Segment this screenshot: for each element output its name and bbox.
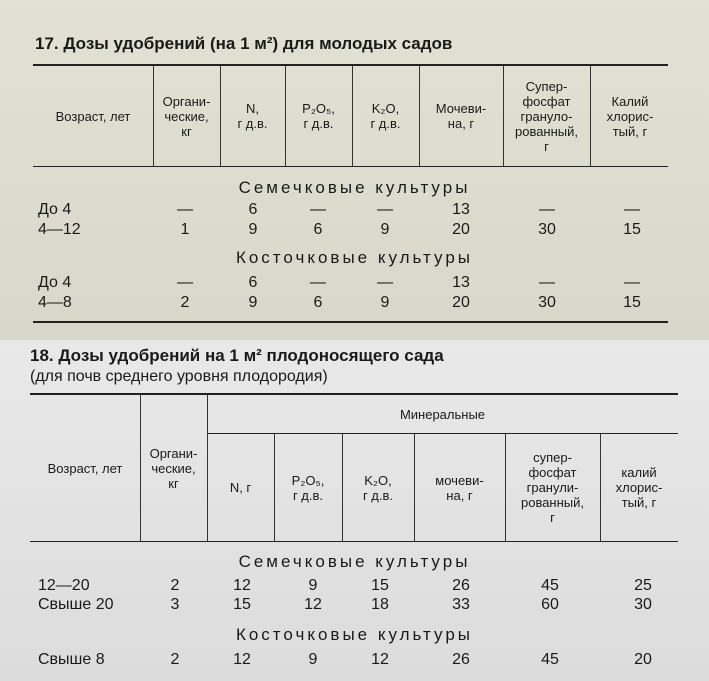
cell: 20 bbox=[634, 651, 652, 668]
cell: — bbox=[177, 201, 193, 218]
cell: 15 bbox=[233, 596, 251, 613]
cell: — bbox=[624, 274, 640, 291]
cell: 26 bbox=[452, 651, 470, 668]
header-potassium-chloride: калий хлорис- тый, г bbox=[615, 465, 663, 510]
cell: 3 bbox=[170, 596, 180, 613]
section-label: Семечковые культуры bbox=[238, 552, 471, 571]
cell: 45 bbox=[541, 651, 559, 668]
table-17-title: 17. Дозы удобрений (на 1 м²) для молодых садов bbox=[35, 34, 453, 53]
header-n: N, г bbox=[229, 480, 252, 495]
header-organic: Органи- ческие, кг bbox=[162, 93, 211, 139]
cell: 9 bbox=[248, 221, 258, 238]
cell: 15 bbox=[623, 294, 641, 311]
cell: 12 bbox=[304, 596, 322, 613]
cell: 20 bbox=[452, 294, 470, 311]
cell: 12 bbox=[233, 651, 251, 668]
cell-age: До 4 bbox=[38, 201, 72, 218]
table-row bbox=[0, 201, 709, 221]
cell: 6 bbox=[248, 201, 258, 218]
cell-age: До 4 bbox=[38, 274, 72, 291]
section-label: Семечковые культуры bbox=[238, 178, 471, 197]
cell: 20 bbox=[452, 221, 470, 238]
table-row bbox=[0, 221, 709, 241]
header-potassium-chloride: Калий хлорис- тый, г bbox=[606, 93, 654, 139]
table-18-subtitle: (для почв среднего уровня плодородия) bbox=[30, 368, 328, 385]
cell: — bbox=[310, 201, 326, 218]
cell: 15 bbox=[623, 221, 641, 238]
cell: 26 bbox=[452, 577, 470, 594]
cell: 2 bbox=[180, 294, 190, 311]
cell: 25 bbox=[634, 577, 652, 594]
cell: 60 bbox=[541, 596, 559, 613]
table-row bbox=[0, 651, 709, 671]
header-age: Возраст, лет bbox=[47, 460, 123, 476]
table-row bbox=[0, 577, 709, 597]
table-18-title: 18. Дозы удобрений на 1 м² плодоносящего сада bbox=[30, 346, 444, 365]
cell: 9 bbox=[308, 651, 318, 668]
section-label: Косточковые культуры bbox=[235, 625, 474, 644]
header-p2o5: P₂O₅, г д.в. bbox=[302, 101, 335, 131]
cell: — bbox=[377, 274, 393, 291]
cell-age: 4—12 bbox=[38, 221, 81, 238]
cell: — bbox=[377, 201, 393, 218]
header-k2o: K₂O, г д.в. bbox=[362, 472, 394, 503]
table-row bbox=[0, 596, 709, 616]
cell: 6 bbox=[313, 221, 323, 238]
cell-age: 12—20 bbox=[38, 577, 90, 594]
cell: 12 bbox=[371, 651, 389, 668]
cell: 9 bbox=[380, 221, 390, 238]
cell-age: Свыше 20 bbox=[38, 596, 114, 613]
table-17-page bbox=[0, 0, 709, 340]
cell: 9 bbox=[308, 577, 318, 594]
header-mineral-group: Минеральные bbox=[399, 406, 486, 422]
table-18-header-rule bbox=[30, 541, 678, 542]
cell: 6 bbox=[313, 294, 323, 311]
header-urea: мочеви- на, г bbox=[435, 472, 484, 503]
cell: 13 bbox=[452, 274, 470, 291]
cell-age: 4—8 bbox=[38, 294, 72, 311]
cell: 33 bbox=[452, 596, 470, 613]
cell: 45 bbox=[541, 577, 559, 594]
table-17-bottom-rule bbox=[33, 321, 668, 323]
cell: — bbox=[539, 274, 555, 291]
cell: 30 bbox=[634, 596, 652, 613]
header-superphosphate: Супер- фосфат грануло- рованный, г bbox=[514, 78, 579, 154]
header-n: N, г д.в. bbox=[237, 101, 268, 131]
table-row bbox=[0, 294, 709, 314]
table-row bbox=[0, 274, 709, 294]
cell: 2 bbox=[170, 651, 180, 668]
cell: 2 bbox=[170, 577, 180, 594]
cell: 18 bbox=[371, 596, 389, 613]
header-k2o: K₂O, г д.в. bbox=[370, 101, 401, 131]
cell: 13 bbox=[452, 201, 470, 218]
cell: 30 bbox=[538, 294, 556, 311]
table-18-page bbox=[0, 340, 709, 681]
cell: — bbox=[310, 274, 326, 291]
cell: 30 bbox=[538, 221, 556, 238]
cell: 15 bbox=[371, 577, 389, 594]
cell: 9 bbox=[380, 294, 390, 311]
header-p2o5: P₂O₅, г д.в. bbox=[291, 472, 325, 503]
section-label: Косточковые культуры bbox=[235, 248, 474, 267]
header-organic: Органи- ческие, кг bbox=[149, 445, 198, 491]
cell: — bbox=[177, 274, 193, 291]
cell: — bbox=[539, 201, 555, 218]
cell-age: Свыше 8 bbox=[38, 651, 105, 668]
cell: — bbox=[624, 201, 640, 218]
table-17-header-rule bbox=[33, 166, 668, 167]
header-age: Возраст, лет bbox=[55, 108, 131, 124]
cell: 9 bbox=[248, 294, 258, 311]
cell: 12 bbox=[233, 577, 251, 594]
header-urea: Мочеви- на, г bbox=[435, 101, 487, 131]
header-superphosphate: супер- фосфат гранули- рованный, г bbox=[520, 450, 585, 525]
cell: 1 bbox=[180, 221, 190, 238]
cell: 6 bbox=[248, 274, 258, 291]
